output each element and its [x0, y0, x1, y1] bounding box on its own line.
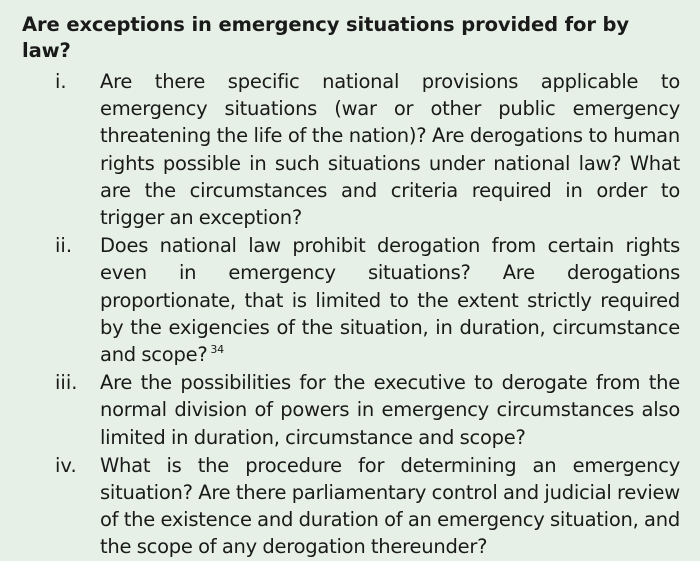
- footnote-reference[interactable]: 34: [210, 343, 224, 357]
- list-item: [22, 452, 680, 561]
- list-item: [22, 369, 680, 451]
- item-text: [100, 452, 680, 561]
- item-marker: i.: [55, 70, 67, 93]
- list-item: [22, 232, 680, 368]
- item-text: [100, 68, 680, 231]
- item-marker: ii.: [55, 234, 73, 258]
- item-text-body: Does national law prohibit derogation from certain rights even in emergency situations? Are derogations proportionate, that is limited to the extent strictly required by the exigencies of the situation, in duration, circumstance and scope?: [100, 234, 680, 367]
- item-marker: iii.: [55, 371, 78, 395]
- item-text: [100, 232, 680, 368]
- section-heading: Are exceptions in emergency situations provided for by law?: [22, 13, 630, 62]
- list-item: [22, 68, 680, 231]
- item-text-body: Are the possibilities for the executive to derogate from the normal division of powers in emergency circumstances also limited in duration, circumstance and scope?: [100, 371, 680, 449]
- item-marker: iv.: [55, 453, 77, 477]
- item-text-body: Are there specific national provisions applicable to emergency situations (war or other public emergency threatening the life of the nation)? Are derogations to human rights possible in such situations under national law? What are the circumstances and criteria required in order to trigger an exception?: [100, 70, 680, 230]
- question-list: [22, 68, 680, 561]
- item-text: [100, 369, 680, 451]
- item-text-body: What is the procedure for determining an emergency situation? Are there parliamentary control and judicial review of the existence and duration of an emergency situation, and the scope of any derogation thereunder?: [100, 453, 680, 559]
